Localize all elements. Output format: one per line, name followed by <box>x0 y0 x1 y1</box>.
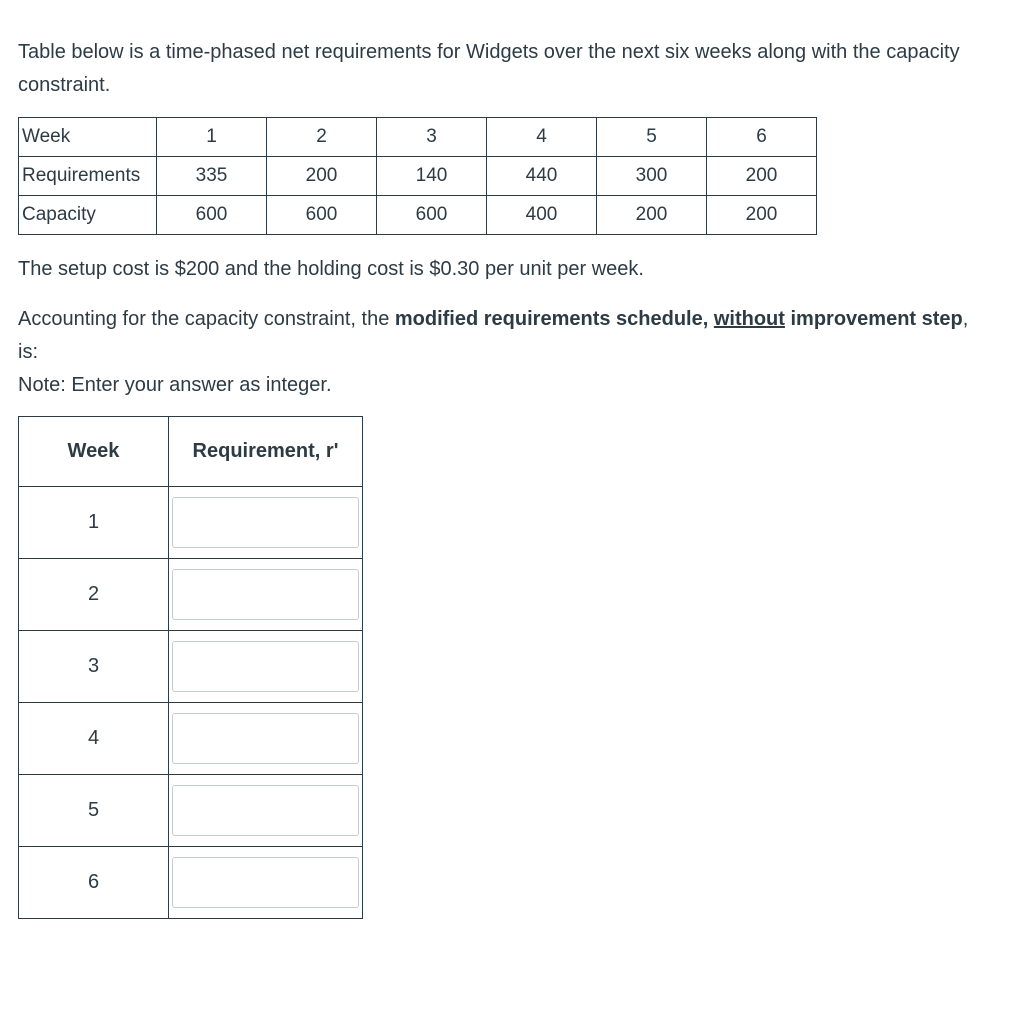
week-cell: 4 <box>487 118 597 157</box>
setup-cost-text: The setup cost is $200 and the holding cost is $0.30 per unit per week. <box>18 258 644 280</box>
answer-input-cell <box>169 847 363 919</box>
week-cell: 2 <box>267 118 377 157</box>
answer-week-cell: 2 <box>19 559 169 631</box>
answer-week-cell: 1 <box>19 487 169 559</box>
week-row-label: Week <box>19 118 157 157</box>
capacity-row <box>19 196 817 235</box>
capacity-cell: 600 <box>377 196 487 235</box>
question-bold-underlined: without <box>713 308 785 330</box>
week-cell: 3 <box>377 118 487 157</box>
answer-row <box>19 631 363 703</box>
capacity-cell: 600 <box>157 196 267 235</box>
requirement-input-week-5[interactable] <box>172 785 359 836</box>
answer-week-cell: 3 <box>19 631 169 703</box>
answer-week-cell: 6 <box>19 847 169 919</box>
answer-table <box>18 416 363 919</box>
requirements-row-label: Requirements <box>19 157 157 196</box>
capacity-cell: 600 <box>267 196 377 235</box>
net-requirements-table <box>18 117 817 235</box>
answer-header-row <box>19 417 363 487</box>
answer-input-cell <box>169 487 363 559</box>
capacity-cell: 200 <box>707 196 817 235</box>
answer-header-requirement: Requirement, r' <box>169 417 363 487</box>
requirement-cell: 440 <box>487 157 597 196</box>
requirement-cell: 200 <box>267 157 377 196</box>
answer-week-cell: 5 <box>19 775 169 847</box>
answer-input-cell <box>169 775 363 847</box>
requirement-cell: 140 <box>377 157 487 196</box>
requirement-input-week-3[interactable] <box>172 641 359 692</box>
requirements-row <box>19 157 817 196</box>
answer-row <box>19 847 363 919</box>
answer-header-week: Week <box>19 417 169 487</box>
answer-week-cell: 4 <box>19 703 169 775</box>
requirement-cell: 300 <box>597 157 707 196</box>
requirement-input-week-4[interactable] <box>172 713 359 764</box>
requirement-input-week-2[interactable] <box>172 569 359 620</box>
question-part-2: , is: <box>18 308 969 363</box>
requirement-cell: 335 <box>157 157 267 196</box>
requirement-cell: 200 <box>707 157 817 196</box>
intro-text: Table below is a time-phased net requirements for Widgets over the next six weeks along with the capacity constraint. <box>18 41 960 96</box>
requirement-input-week-1[interactable] <box>172 497 359 548</box>
capacity-cell: 200 <box>597 196 707 235</box>
answer-input-cell <box>169 631 363 703</box>
week-cell: 5 <box>597 118 707 157</box>
week-cell: 6 <box>707 118 817 157</box>
week-cell: 1 <box>157 118 267 157</box>
question-bold-1: modified requirements schedule, <box>394 308 714 330</box>
answer-input-cell <box>169 559 363 631</box>
capacity-row-label: Capacity <box>19 196 157 235</box>
question-bold-2: improvement step <box>784 308 963 330</box>
answer-row <box>19 775 363 847</box>
note-text: Note: Enter your answer as integer. <box>18 374 332 396</box>
answer-row <box>19 559 363 631</box>
capacity-cell: 400 <box>487 196 597 235</box>
answer-row <box>19 703 363 775</box>
week-row <box>19 118 817 157</box>
answer-input-cell <box>169 703 363 775</box>
question-part-1: Accounting for the capacity constraint, the <box>18 308 395 330</box>
requirement-input-week-6[interactable] <box>172 857 359 908</box>
answer-row <box>19 487 363 559</box>
question-text <box>18 303 988 402</box>
